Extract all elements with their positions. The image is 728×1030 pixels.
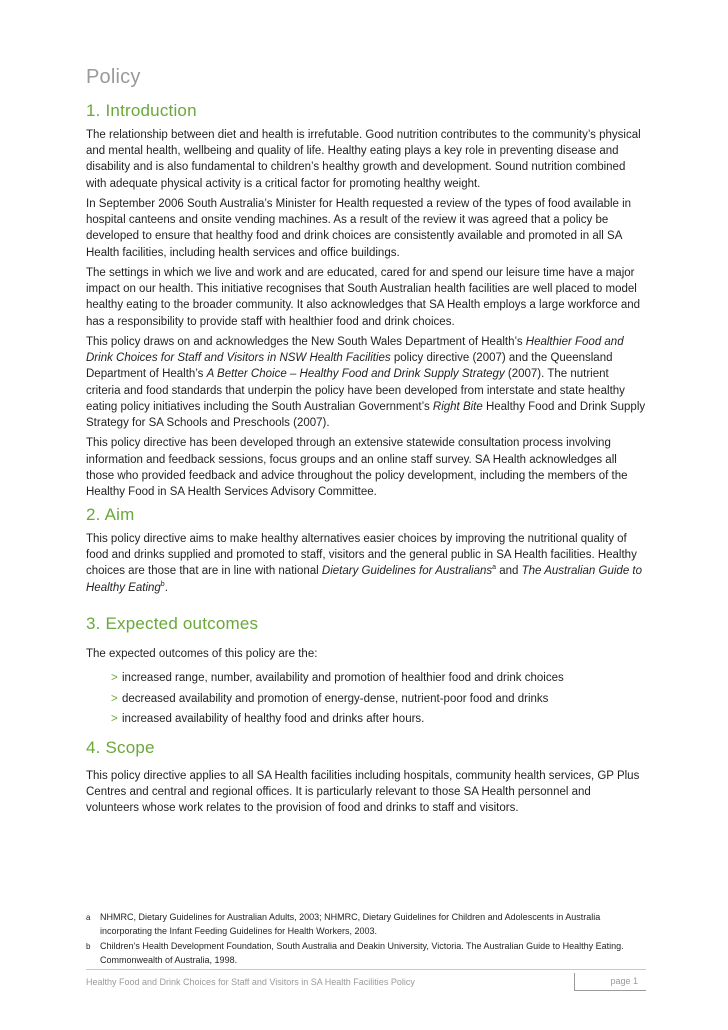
list-marker: >: [111, 692, 118, 705]
aim-guide-title: The Australian Guide to Healthy Eating: [86, 565, 642, 594]
section-expected-outcomes: [86, 614, 646, 732]
document-title: Policy: [86, 66, 141, 88]
footnote-label: a: [86, 913, 91, 922]
footnote-b: [86, 940, 646, 967]
footnote-label: b: [86, 942, 91, 951]
footer-divider: [86, 969, 646, 970]
list-item: [86, 691, 646, 707]
aim-paragraph: [86, 531, 646, 596]
page-footer: [86, 975, 646, 991]
section-aim: [86, 505, 646, 600]
list-item-text: decreased availability and promotion of energy-dense, nutrient-poor food and drinks: [122, 692, 549, 705]
section-heading-scope: 4. Scope: [86, 738, 155, 757]
intro-p4-text-g: Healthy Food and Drink Supply Strategy for SA Schools and Preschools (2007).: [86, 400, 646, 430]
intro-p4-text-a: This policy draws on and acknowledges the New South Wales Department of Health’s: [86, 336, 526, 348]
list-item: [86, 670, 646, 686]
list-marker: >: [111, 672, 118, 685]
footnote-text: Children’s Health Development Foundation, South Australia and Deakin University, Victoria. The Australian Guide to Healthy Eating. Commonwealth of Australia, 1998.: [100, 941, 624, 965]
intro-paragraph-2: In September 2006 South Australia’s Minister for Health requested a review of the types of food available in hospital canteens and onsite vending machines. As a result of the review it was agreed that a policy be developed to ensure that healthy food and drink choices are consistently available and promoted in all SA Health facilities, including health services and office buildings.: [86, 198, 632, 259]
page-number: page 1: [574, 973, 646, 991]
intro-paragraph-5: This policy directive has been developed through an extensive statewide consultation process involving information and feedback sessions, focus groups and an online staff survey. SA Health acknowledges all those who provided feedback and advice throughout the policy development, including the members of the Healthy Food in SA Health Services Advisory Committee.: [86, 437, 628, 499]
intro-p4-text-c: policy directive (2007) and the Queensland Department of Health’s: [86, 352, 613, 381]
aim-text-e: .: [164, 581, 168, 594]
intro-paragraph-3: The settings in which we live and work and are educated, cared for and spend our leisure time have a major impact on our health. This initiative recognises that South Australian health facilities are well placed to model healthy eating to the broader community. It also acknowledges that SA Health employs a large workforce and has a responsibility to provide staff with healthier food and drink choices.: [86, 267, 641, 328]
footnote-text: NHMRC, Dietary Guidelines for Australian Adults, 2003; NHMRC, Dietary Guidelines for Children and Adolescents in Australia incorporating the Infant Feeding Guidelines for Health Workers, 2003.: [100, 912, 601, 936]
outcomes-list: [86, 670, 646, 727]
footnote-ref-a: a: [492, 564, 497, 572]
intro-p4-nsw-title: Healthier Food and Drink Choices for Staff and Visitors in NSW Health Facilities: [86, 336, 624, 365]
footnote-ref-b: b: [160, 580, 165, 588]
section-introduction: [86, 101, 646, 504]
aim-text-c: and: [496, 565, 522, 578]
section-heading-introduction: 1. Introduction: [86, 101, 197, 120]
list-item-text: increased availability of healthy food and drinks after hours.: [122, 713, 425, 726]
footnote-a: [86, 911, 646, 938]
outcomes-intro: The expected outcomes of this policy are the:: [86, 648, 318, 660]
intro-p4-right-bite: Right Bite: [432, 400, 483, 413]
section-heading-aim: 2. Aim: [86, 505, 135, 524]
section-heading-expected-outcomes: 3. Expected outcomes: [86, 614, 259, 633]
section-scope: [86, 738, 646, 821]
intro-paragraph-1: The relationship between diet and health is irrefutable. Good nutrition contributes to the community’s physical and mental health, wellbeing and quality of life. Healthy eating plays a key role in preventing disease and disability and is also fundamental to children’s healthy growth and development. Sound nutrition combined with adequate physical activity is a critical factor for promoting healthy weight.: [86, 129, 641, 190]
aim-text-a: This policy directive aims to make healthy alternatives easier choices by improving the nutritional quality of food and drinks supplied and promoted to staff, visitors and the general public in SA Health facilities. Healthy choices are those that are in line with national: [86, 533, 637, 578]
scope-paragraph: This policy directive applies to all SA Health facilities including hospitals, community health services, GP Plus Centres and central and regional offices. It is particularly relevant to those SA Health personnel and volunteers whose work relates to the provision of food and drinks to staff and visitors.: [86, 770, 640, 815]
aim-dietary-guidelines: Dietary Guidelines for Australians: [321, 565, 493, 578]
intro-p4-qld-title: A Better Choice – Healthy Food and Drink Supply Strategy: [206, 368, 505, 381]
list-item: [86, 711, 646, 727]
footer-title: Healthy Food and Drink Choices for Staff and Visitors in SA Health Facilities Policy: [86, 977, 415, 987]
intro-p4-text-e: (2007). The nutrient criteria and food standards that underpin the policy have been developed from interstate and state healthy eating policy initiatives including the South Australian Government’s: [86, 368, 625, 413]
list-marker: >: [111, 713, 118, 726]
intro-paragraph-4: [86, 334, 646, 431]
list-item-text: increased range, number, availability and promotion of healthier food and drink choices: [122, 672, 564, 685]
